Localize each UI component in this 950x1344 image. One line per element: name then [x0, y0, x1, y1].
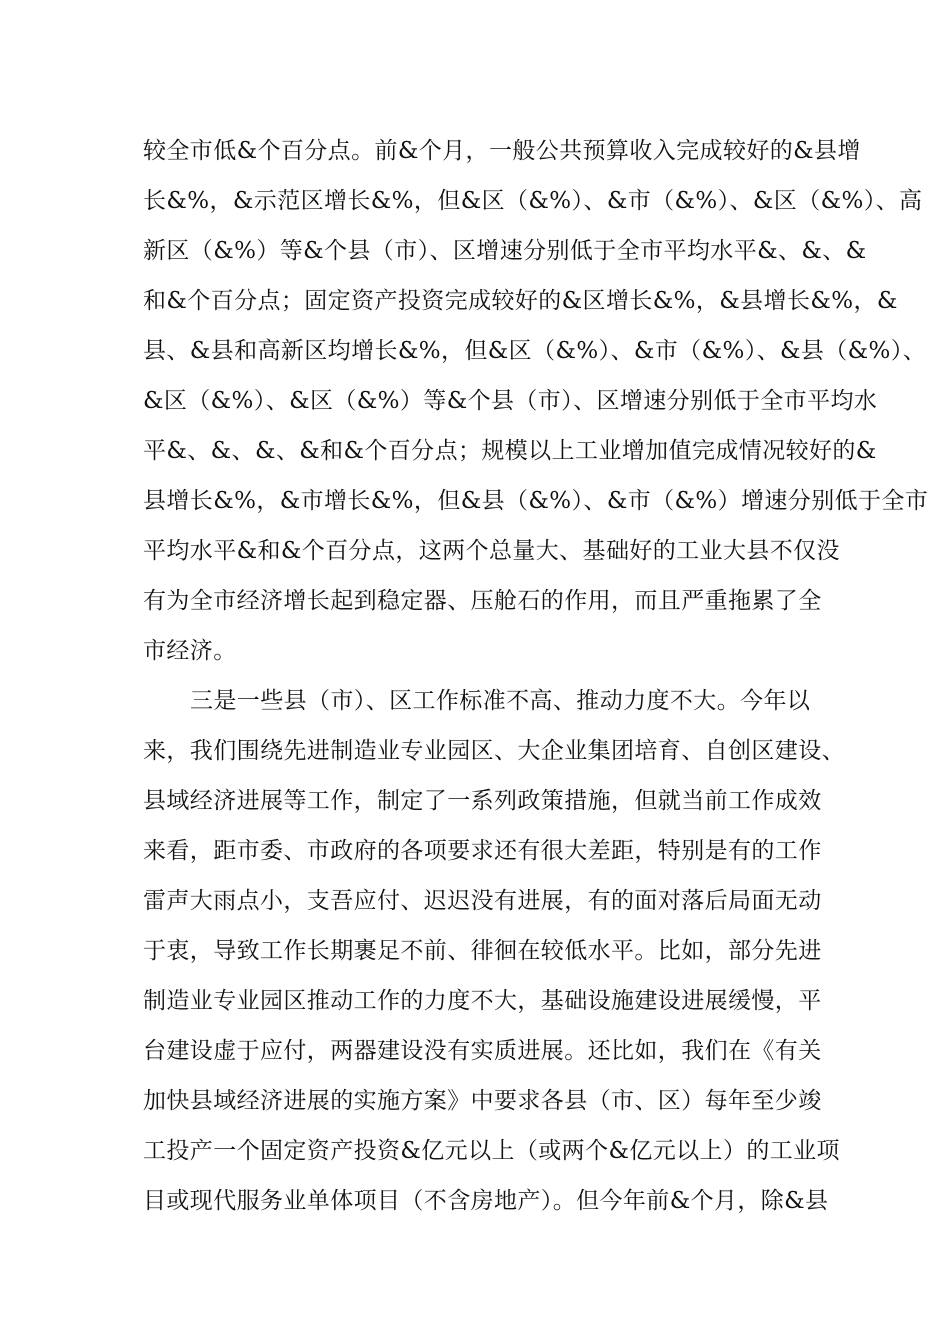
text-line: 目或现代服务业单体项目（不含房地产）。但今年前&个月，除&县: [143, 1188, 829, 1214]
text-line: 较全市低&个百分点。前&个月，一般公共预算收入完成较好的&县增: [143, 138, 861, 164]
text-line: 有为全市经济增长起到稳定器、压舱石的作用，而且严重拖累了全: [143, 588, 822, 614]
text-line: 新区（&%）等&个县（市）、区增速分别低于全市平均水平&、&、&: [143, 238, 867, 264]
text-line: 平均水平&和&个百分点，这两个总量大、基础好的工业大县不仅没: [143, 538, 840, 564]
text-line: 来看，距市委、市政府的各项要求还有很大差距，特别是有的工作: [143, 838, 822, 864]
paragraph-first-line: 三是一些县（市）、区工作标准不高、推动力度不大。今年以: [190, 688, 811, 714]
text-line: 台建设虚于应付，两器建设没有实质进展。还比如，我们在《有关: [143, 1038, 822, 1064]
text-line: 和&个百分点；固定资产投资完成较好的&区增长&%，&县增长&%，&: [143, 288, 898, 314]
text-line: 雷声大雨点小，支吾应付、迟迟没有进展，有的面对落后局面无动: [143, 888, 822, 914]
text-line: 平&、&、&、&和&个百分点；规模以上工业增加值完成情况较好的&: [143, 438, 877, 464]
text-line: 加快县域经济进展的实施方案》中要求各县（市、区）每年至少竣: [143, 1088, 822, 1114]
text-line: 市经济。: [143, 638, 237, 664]
text-line: 县、&县和高新区均增长&%，但&区（&%）、&市（&%）、&县（&%）、: [143, 338, 927, 364]
text-line: 制造业专业园区推动工作的力度不大，基础设施建设进展缓慢，平: [143, 988, 822, 1014]
text-line: 工投产一个固定资产投资&亿元以上（或两个&亿元以上）的工业项: [143, 1138, 840, 1164]
text-line: 县增长&%，&市增长&%，但&县（&%）、&市（&%）增速分别低于全市: [143, 488, 929, 514]
text-line: 县域经济进展等工作，制定了一系列政策措施，但就当前工作成效: [143, 788, 822, 814]
text-line: 于衷，导致工作长期裹足不前、徘徊在较低水平。比如，部分先进: [143, 938, 822, 964]
text-line: &区（&%）、&区（&%）等&个县（市）、区增速分别低于全市平均水: [143, 388, 878, 414]
text-line: 来，我们围绕先进制造业专业园区、大企业集团培育、自创区建设、: [143, 738, 845, 764]
text-line: 长&%，&示范区增长&%，但&区（&%）、&市（&%）、&区（&%）、高: [143, 188, 923, 214]
